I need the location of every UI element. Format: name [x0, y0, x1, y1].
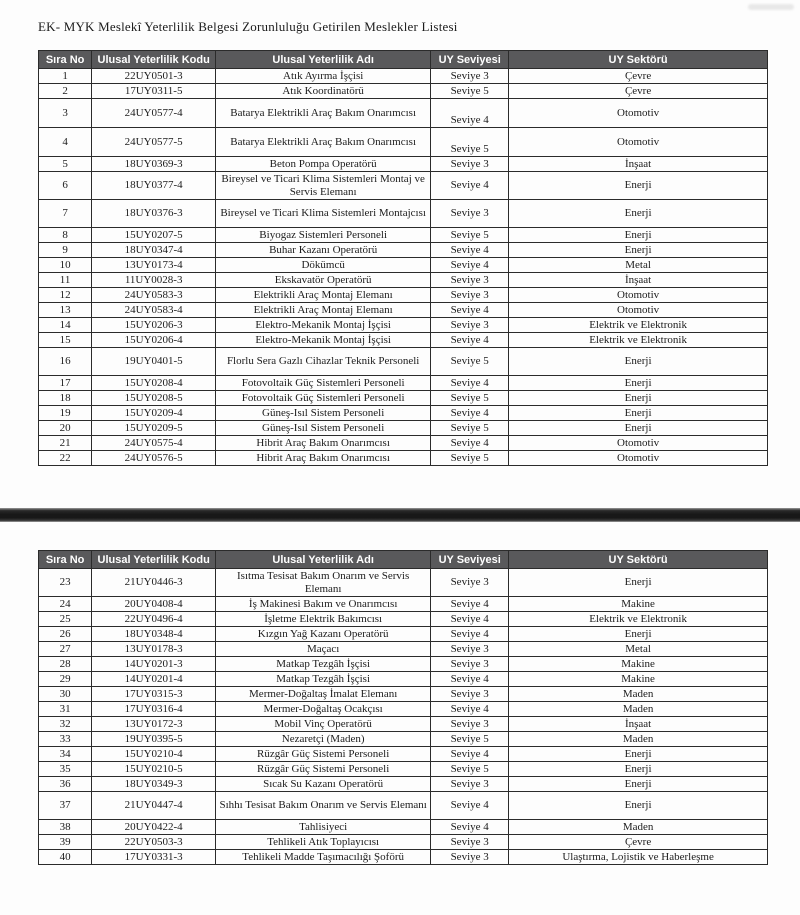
table-row — [39, 318, 768, 333]
row-number-cell: 20 — [39, 421, 92, 436]
qualification-sector-cell: Enerji — [509, 762, 768, 777]
qualification-sector-cell: Otomotiv — [509, 99, 768, 128]
qualification-level-cell: Seviye 5 — [431, 732, 509, 747]
qualification-level-cell: Seviye 3 — [431, 657, 509, 672]
document-title: EK- MYK Meslekî Yeterlilik Belgesi Zorunluluğu Getirilen Meslekler Listesi — [38, 19, 458, 34]
qualification-code-cell: 14UY0201-4 — [92, 672, 216, 687]
qualification-level-cell: Seviye 3 — [431, 835, 509, 850]
qualification-code-cell: 15UY0210-5 — [92, 762, 216, 777]
qualification-name-cell: Tehlikeli Madde Taşımacılığı Şoförü — [216, 850, 431, 865]
qualification-level-cell: Seviye 4 — [431, 172, 509, 200]
qualification-code-cell: 24UY0576-5 — [92, 451, 216, 466]
qualification-name-cell: Nezaretçi (Maden) — [216, 732, 431, 747]
qualification-sector-cell: Metal — [509, 642, 768, 657]
qualification-level-cell: Seviye 4 — [431, 376, 509, 391]
row-number-cell: 23 — [39, 569, 92, 597]
qualification-code-cell: 18UY0349-3 — [92, 777, 216, 792]
qualification-sector-cell: Enerji — [509, 376, 768, 391]
table-row — [39, 157, 768, 172]
row-number-cell: 36 — [39, 777, 92, 792]
table-row — [39, 627, 768, 642]
qualification-level-cell: Seviye 4 — [431, 333, 509, 348]
qualification-level-cell: Seviye 3 — [431, 157, 509, 172]
qualification-sector-cell: Enerji — [509, 406, 768, 421]
qualification-name-cell: Dökümcü — [216, 258, 431, 273]
qualification-sector-cell: Otomotiv — [509, 288, 768, 303]
qualification-level-cell: Seviye 3 — [431, 777, 509, 792]
row-number-cell: 26 — [39, 627, 92, 642]
row-number-cell: 27 — [39, 642, 92, 657]
row-number-cell: 18 — [39, 391, 92, 406]
qualification-sector-cell: Elektrik ve Elektronik — [509, 333, 768, 348]
qualification-code-cell: 18UY0376-3 — [92, 200, 216, 228]
qualification-level-cell: Seviye 4 — [431, 672, 509, 687]
qualification-name-cell: Elektro-Mekanik Montaj İşçisi — [216, 318, 431, 333]
qualification-code-cell: 15UY0210-4 — [92, 747, 216, 762]
qualification-sector-cell: Maden — [509, 687, 768, 702]
qualification-sector-cell: Maden — [509, 820, 768, 835]
qualification-sector-cell: Maden — [509, 702, 768, 717]
qualification-name-cell: Fotovoltaik Güç Sistemleri Personeli — [216, 391, 431, 406]
qualification-level-cell: Seviye 3 — [431, 687, 509, 702]
qualification-level-cell: Seviye 4 — [431, 243, 509, 258]
qualification-code-cell: 18UY0369-3 — [92, 157, 216, 172]
table-row — [39, 569, 768, 597]
qualification-name-cell: Buhar Kazanı Operatörü — [216, 243, 431, 258]
table-row — [39, 732, 768, 747]
table-row — [39, 777, 768, 792]
qualification-level-cell: Seviye 3 — [431, 69, 509, 84]
row-number-cell: 3 — [39, 99, 92, 128]
qualification-code-cell: 24UY0583-3 — [92, 288, 216, 303]
row-number-cell: 10 — [39, 258, 92, 273]
qualification-name-cell: İş Makinesi Bakım ve Onarımcısı — [216, 597, 431, 612]
qualification-sector-cell: Enerji — [509, 792, 768, 820]
qualification-sector-cell: Maden — [509, 732, 768, 747]
row-number-cell: 19 — [39, 406, 92, 421]
qualification-level-cell: Seviye 4 — [431, 406, 509, 421]
qualification-level-cell: Seviye 4 — [431, 612, 509, 627]
qualification-level-cell: Seviye 3 — [431, 318, 509, 333]
qualification-code-cell: 15UY0208-5 — [92, 391, 216, 406]
qualification-sector-cell: Enerji — [509, 243, 768, 258]
qualification-code-cell: 17UY0315-3 — [92, 687, 216, 702]
header-row — [39, 51, 768, 69]
table-row — [39, 657, 768, 672]
qualification-sector-cell: İnşaat — [509, 273, 768, 288]
table-row — [39, 687, 768, 702]
qualification-name-cell: Batarya Elektrikli Araç Bakım Onarımcısı — [216, 99, 431, 128]
qualification-sector-cell: Enerji — [509, 569, 768, 597]
row-number-cell: 13 — [39, 303, 92, 318]
table-row — [39, 172, 768, 200]
column-header: UY Seviyesi — [431, 51, 509, 69]
row-number-cell: 39 — [39, 835, 92, 850]
qualification-name-cell: Bireysel ve Ticari Klima Sistemleri Montajcısı — [216, 200, 431, 228]
qualification-sector-cell: Elektrik ve Elektronik — [509, 318, 768, 333]
qualification-name-cell: Beton Pompa Operatörü — [216, 157, 431, 172]
qualification-level-cell: Seviye 4 — [431, 99, 509, 128]
table-row — [39, 762, 768, 777]
table-row — [39, 436, 768, 451]
qualification-sector-cell: Çevre — [509, 69, 768, 84]
qualification-level-cell: Seviye 4 — [431, 820, 509, 835]
qualification-code-cell: 20UY0408-4 — [92, 597, 216, 612]
row-number-cell: 40 — [39, 850, 92, 865]
qualification-name-cell: Batarya Elektrikli Araç Bakım Onarımcısı — [216, 128, 431, 157]
qualification-name-cell: İşletme Elektrik Bakımcısı — [216, 612, 431, 627]
table-row — [39, 391, 768, 406]
row-number-cell: 4 — [39, 128, 92, 157]
row-number-cell: 8 — [39, 228, 92, 243]
qualification-level-cell: Seviye 3 — [431, 569, 509, 597]
qualification-name-cell: Matkap Tezgâh İşçisi — [216, 672, 431, 687]
table-row — [39, 303, 768, 318]
table-row — [39, 228, 768, 243]
qualification-level-cell: Seviye 5 — [431, 762, 509, 777]
column-header: Ulusal Yeterlilik Kodu — [92, 551, 216, 569]
column-header: UY Sektörü — [509, 51, 768, 69]
column-header: Sıra No — [39, 551, 92, 569]
row-number-cell: 11 — [39, 273, 92, 288]
qualification-sector-cell: Otomotiv — [509, 128, 768, 157]
qualification-name-cell: Kızgın Yağ Kazanı Operatörü — [216, 627, 431, 642]
qualification-level-cell: Seviye 5 — [431, 128, 509, 157]
qualification-code-cell: 13UY0178-3 — [92, 642, 216, 657]
row-number-cell: 12 — [39, 288, 92, 303]
qualification-level-cell: Seviye 4 — [431, 747, 509, 762]
qualification-code-cell: 17UY0331-3 — [92, 850, 216, 865]
qualification-name-cell: Sıhhı Tesisat Bakım Onarım ve Servis Elemanı — [216, 792, 431, 820]
row-number-cell: 15 — [39, 333, 92, 348]
row-number-cell: 32 — [39, 717, 92, 732]
column-header: Ulusal Yeterlilik Adı — [216, 551, 431, 569]
row-number-cell: 5 — [39, 157, 92, 172]
qualification-level-cell: Seviye 3 — [431, 288, 509, 303]
qualification-sector-cell: Enerji — [509, 172, 768, 200]
row-number-cell: 22 — [39, 451, 92, 466]
qualification-code-cell: 24UY0577-5 — [92, 128, 216, 157]
qualification-level-cell: Seviye 4 — [431, 258, 509, 273]
qualification-code-cell: 18UY0377-4 — [92, 172, 216, 200]
qualification-code-cell: 24UY0577-4 — [92, 99, 216, 128]
qualification-sector-cell: Enerji — [509, 228, 768, 243]
qualification-code-cell: 17UY0316-4 — [92, 702, 216, 717]
row-number-cell: 34 — [39, 747, 92, 762]
qualification-sector-cell: Ulaştırma, Lojistik ve Haberleşme — [509, 850, 768, 865]
table-row — [39, 128, 768, 157]
row-number-cell: 7 — [39, 200, 92, 228]
qualification-code-cell: 14UY0201-3 — [92, 657, 216, 672]
qualification-sector-cell: Çevre — [509, 84, 768, 99]
table-row — [39, 69, 768, 84]
row-number-cell: 31 — [39, 702, 92, 717]
qualification-sector-cell: Makine — [509, 597, 768, 612]
qualification-code-cell: 15UY0209-4 — [92, 406, 216, 421]
row-number-cell: 16 — [39, 348, 92, 376]
row-number-cell: 38 — [39, 820, 92, 835]
qualification-level-cell: Seviye 4 — [431, 436, 509, 451]
row-number-cell: 6 — [39, 172, 92, 200]
qualification-code-cell: 13UY0172-3 — [92, 717, 216, 732]
table-row — [39, 672, 768, 687]
qualification-code-cell: 15UY0209-5 — [92, 421, 216, 436]
qualification-name-cell: Matkap Tezgâh İşçisi — [216, 657, 431, 672]
qualification-name-cell: Tehlikeli Atık Toplayıcısı — [216, 835, 431, 850]
qualification-level-cell: Seviye 3 — [431, 642, 509, 657]
column-header: Sıra No — [39, 51, 92, 69]
row-number-cell: 24 — [39, 597, 92, 612]
qualification-code-cell: 21UY0447-4 — [92, 792, 216, 820]
qualification-name-cell: Rüzgâr Güç Sistemi Personeli — [216, 747, 431, 762]
qualification-name-cell: Güneş-Isıl Sistem Personeli — [216, 406, 431, 421]
qualification-code-cell: 22UY0503-3 — [92, 835, 216, 850]
qualifications-table-page2 — [38, 550, 768, 865]
qualification-level-cell: Seviye 5 — [431, 348, 509, 376]
row-number-cell: 1 — [39, 69, 92, 84]
qualification-sector-cell: Makine — [509, 672, 768, 687]
qualification-code-cell: 17UY0311-5 — [92, 84, 216, 99]
qualification-name-cell: Ekskavatör Operatörü — [216, 273, 431, 288]
row-number-cell: 17 — [39, 376, 92, 391]
column-header: UY Sektörü — [509, 551, 768, 569]
qualification-sector-cell: Otomotiv — [509, 451, 768, 466]
qualification-level-cell: Seviye 5 — [431, 391, 509, 406]
qualification-name-cell: Hibrit Araç Bakım Onarımcısı — [216, 451, 431, 466]
qualification-sector-cell: İnşaat — [509, 717, 768, 732]
table-row — [39, 820, 768, 835]
qualification-code-cell: 20UY0422-4 — [92, 820, 216, 835]
table-row — [39, 717, 768, 732]
qualification-code-cell: 11UY0028-3 — [92, 273, 216, 288]
page-separator-bar — [0, 508, 800, 522]
table-row — [39, 792, 768, 820]
row-number-cell: 14 — [39, 318, 92, 333]
qualification-level-cell: Seviye 3 — [431, 850, 509, 865]
qualification-name-cell: Elektro-Mekanik Montaj İşçisi — [216, 333, 431, 348]
qualification-sector-cell: Elektrik ve Elektronik — [509, 612, 768, 627]
table-row — [39, 348, 768, 376]
qualification-code-cell: 21UY0446-3 — [92, 569, 216, 597]
table-row — [39, 333, 768, 348]
qualification-name-cell: Hibrit Araç Bakım Onarımcısı — [216, 436, 431, 451]
table-row — [39, 421, 768, 436]
table-row — [39, 702, 768, 717]
table-row — [39, 258, 768, 273]
qualification-level-cell: Seviye 5 — [431, 84, 509, 99]
table-row — [39, 84, 768, 99]
qualification-code-cell: 19UY0401-5 — [92, 348, 216, 376]
table-row — [39, 288, 768, 303]
header-row — [39, 551, 768, 569]
qualification-name-cell: Biyogaz Sistemleri Personeli — [216, 228, 431, 243]
qualification-level-cell: Seviye 4 — [431, 597, 509, 612]
table-row — [39, 451, 768, 466]
qualification-code-cell: 18UY0348-4 — [92, 627, 216, 642]
table-row — [39, 376, 768, 391]
qualification-sector-cell: Enerji — [509, 627, 768, 642]
row-number-cell: 25 — [39, 612, 92, 627]
qualification-name-cell: Maçacı — [216, 642, 431, 657]
row-number-cell: 9 — [39, 243, 92, 258]
qualification-name-cell: Mermer-Doğaltaş Ocakçısı — [216, 702, 431, 717]
table-row — [39, 99, 768, 128]
row-number-cell: 29 — [39, 672, 92, 687]
table-row — [39, 200, 768, 228]
qualification-code-cell: 15UY0206-3 — [92, 318, 216, 333]
qualification-name-cell: Atık Koordinatörü — [216, 84, 431, 99]
table-row — [39, 273, 768, 288]
qualification-code-cell: 22UY0501-3 — [92, 69, 216, 84]
qualifications-table-page1 — [38, 50, 768, 466]
qualification-sector-cell: Enerji — [509, 747, 768, 762]
qualification-name-cell: Mermer-Doğaltaş İmalat Elemanı — [216, 687, 431, 702]
qualification-code-cell: 15UY0208-4 — [92, 376, 216, 391]
table-row — [39, 612, 768, 627]
row-number-cell: 28 — [39, 657, 92, 672]
qualification-sector-cell: Makine — [509, 657, 768, 672]
qualification-sector-cell: Otomotiv — [509, 303, 768, 318]
qualification-name-cell: Isıtma Tesisat Bakım Onarım ve Servis Elemanı — [216, 569, 431, 597]
qualification-code-cell: 22UY0496-4 — [92, 612, 216, 627]
qualification-name-cell: Rüzgâr Güç Sistemi Personeli — [216, 762, 431, 777]
qualification-name-cell: Elektrikli Araç Montaj Elemanı — [216, 303, 431, 318]
qualification-name-cell: Elektrikli Araç Montaj Elemanı — [216, 288, 431, 303]
qualification-level-cell: Seviye 5 — [431, 451, 509, 466]
qualification-name-cell: Tahlisiyeci — [216, 820, 431, 835]
qualification-name-cell: Mobil Vinç Operatörü — [216, 717, 431, 732]
qualification-level-cell: Seviye 5 — [431, 421, 509, 436]
qualification-name-cell: Atık Ayırma İşçisi — [216, 69, 431, 84]
qualification-level-cell: Seviye 3 — [431, 717, 509, 732]
qualification-sector-cell: Enerji — [509, 777, 768, 792]
qualification-code-cell: 15UY0207-5 — [92, 228, 216, 243]
qualification-code-cell: 24UY0575-4 — [92, 436, 216, 451]
table-row — [39, 747, 768, 762]
qualification-name-cell: Sıcak Su Kazanı Operatörü — [216, 777, 431, 792]
column-header: Ulusal Yeterlilik Kodu — [92, 51, 216, 69]
column-header: Ulusal Yeterlilik Adı — [216, 51, 431, 69]
qualification-code-cell: 15UY0206-4 — [92, 333, 216, 348]
qualification-code-cell: 24UY0583-4 — [92, 303, 216, 318]
qualification-sector-cell: Enerji — [509, 348, 768, 376]
qualification-sector-cell: Enerji — [509, 421, 768, 436]
qualification-level-cell: Seviye 3 — [431, 200, 509, 228]
row-number-cell: 2 — [39, 84, 92, 99]
table-row — [39, 597, 768, 612]
scan-artifact — [748, 4, 794, 10]
column-header: UY Seviyesi — [431, 551, 509, 569]
qualification-name-cell: Fotovoltaik Güç Sistemleri Personeli — [216, 376, 431, 391]
qualification-code-cell: 18UY0347-4 — [92, 243, 216, 258]
qualification-sector-cell: Çevre — [509, 835, 768, 850]
qualification-level-cell: Seviye 4 — [431, 792, 509, 820]
qualification-code-cell: 13UY0173-4 — [92, 258, 216, 273]
qualification-code-cell: 19UY0395-5 — [92, 732, 216, 747]
qualification-name-cell: Florlu Sera Gazlı Cihazlar Teknik Personeli — [216, 348, 431, 376]
qualification-level-cell: Seviye 4 — [431, 627, 509, 642]
table-row — [39, 850, 768, 865]
table-row — [39, 835, 768, 850]
table-row — [39, 243, 768, 258]
qualification-level-cell: Seviye 4 — [431, 702, 509, 717]
qualification-sector-cell: Enerji — [509, 391, 768, 406]
row-number-cell: 35 — [39, 762, 92, 777]
qualification-name-cell: Güneş-Isıl Sistem Personeli — [216, 421, 431, 436]
row-number-cell: 33 — [39, 732, 92, 747]
qualification-sector-cell: Metal — [509, 258, 768, 273]
qualification-level-cell: Seviye 3 — [431, 273, 509, 288]
qualification-sector-cell: Enerji — [509, 200, 768, 228]
row-number-cell: 30 — [39, 687, 92, 702]
table-row — [39, 642, 768, 657]
qualification-sector-cell: Otomotiv — [509, 436, 768, 451]
qualification-level-cell: Seviye 4 — [431, 303, 509, 318]
row-number-cell: 37 — [39, 792, 92, 820]
qualification-sector-cell: İnşaat — [509, 157, 768, 172]
row-number-cell: 21 — [39, 436, 92, 451]
qualification-name-cell: Bireysel ve Ticari Klima Sistemleri Montaj ve Servis Elemanı — [216, 172, 431, 200]
table-row — [39, 406, 768, 421]
qualification-level-cell: Seviye 5 — [431, 228, 509, 243]
